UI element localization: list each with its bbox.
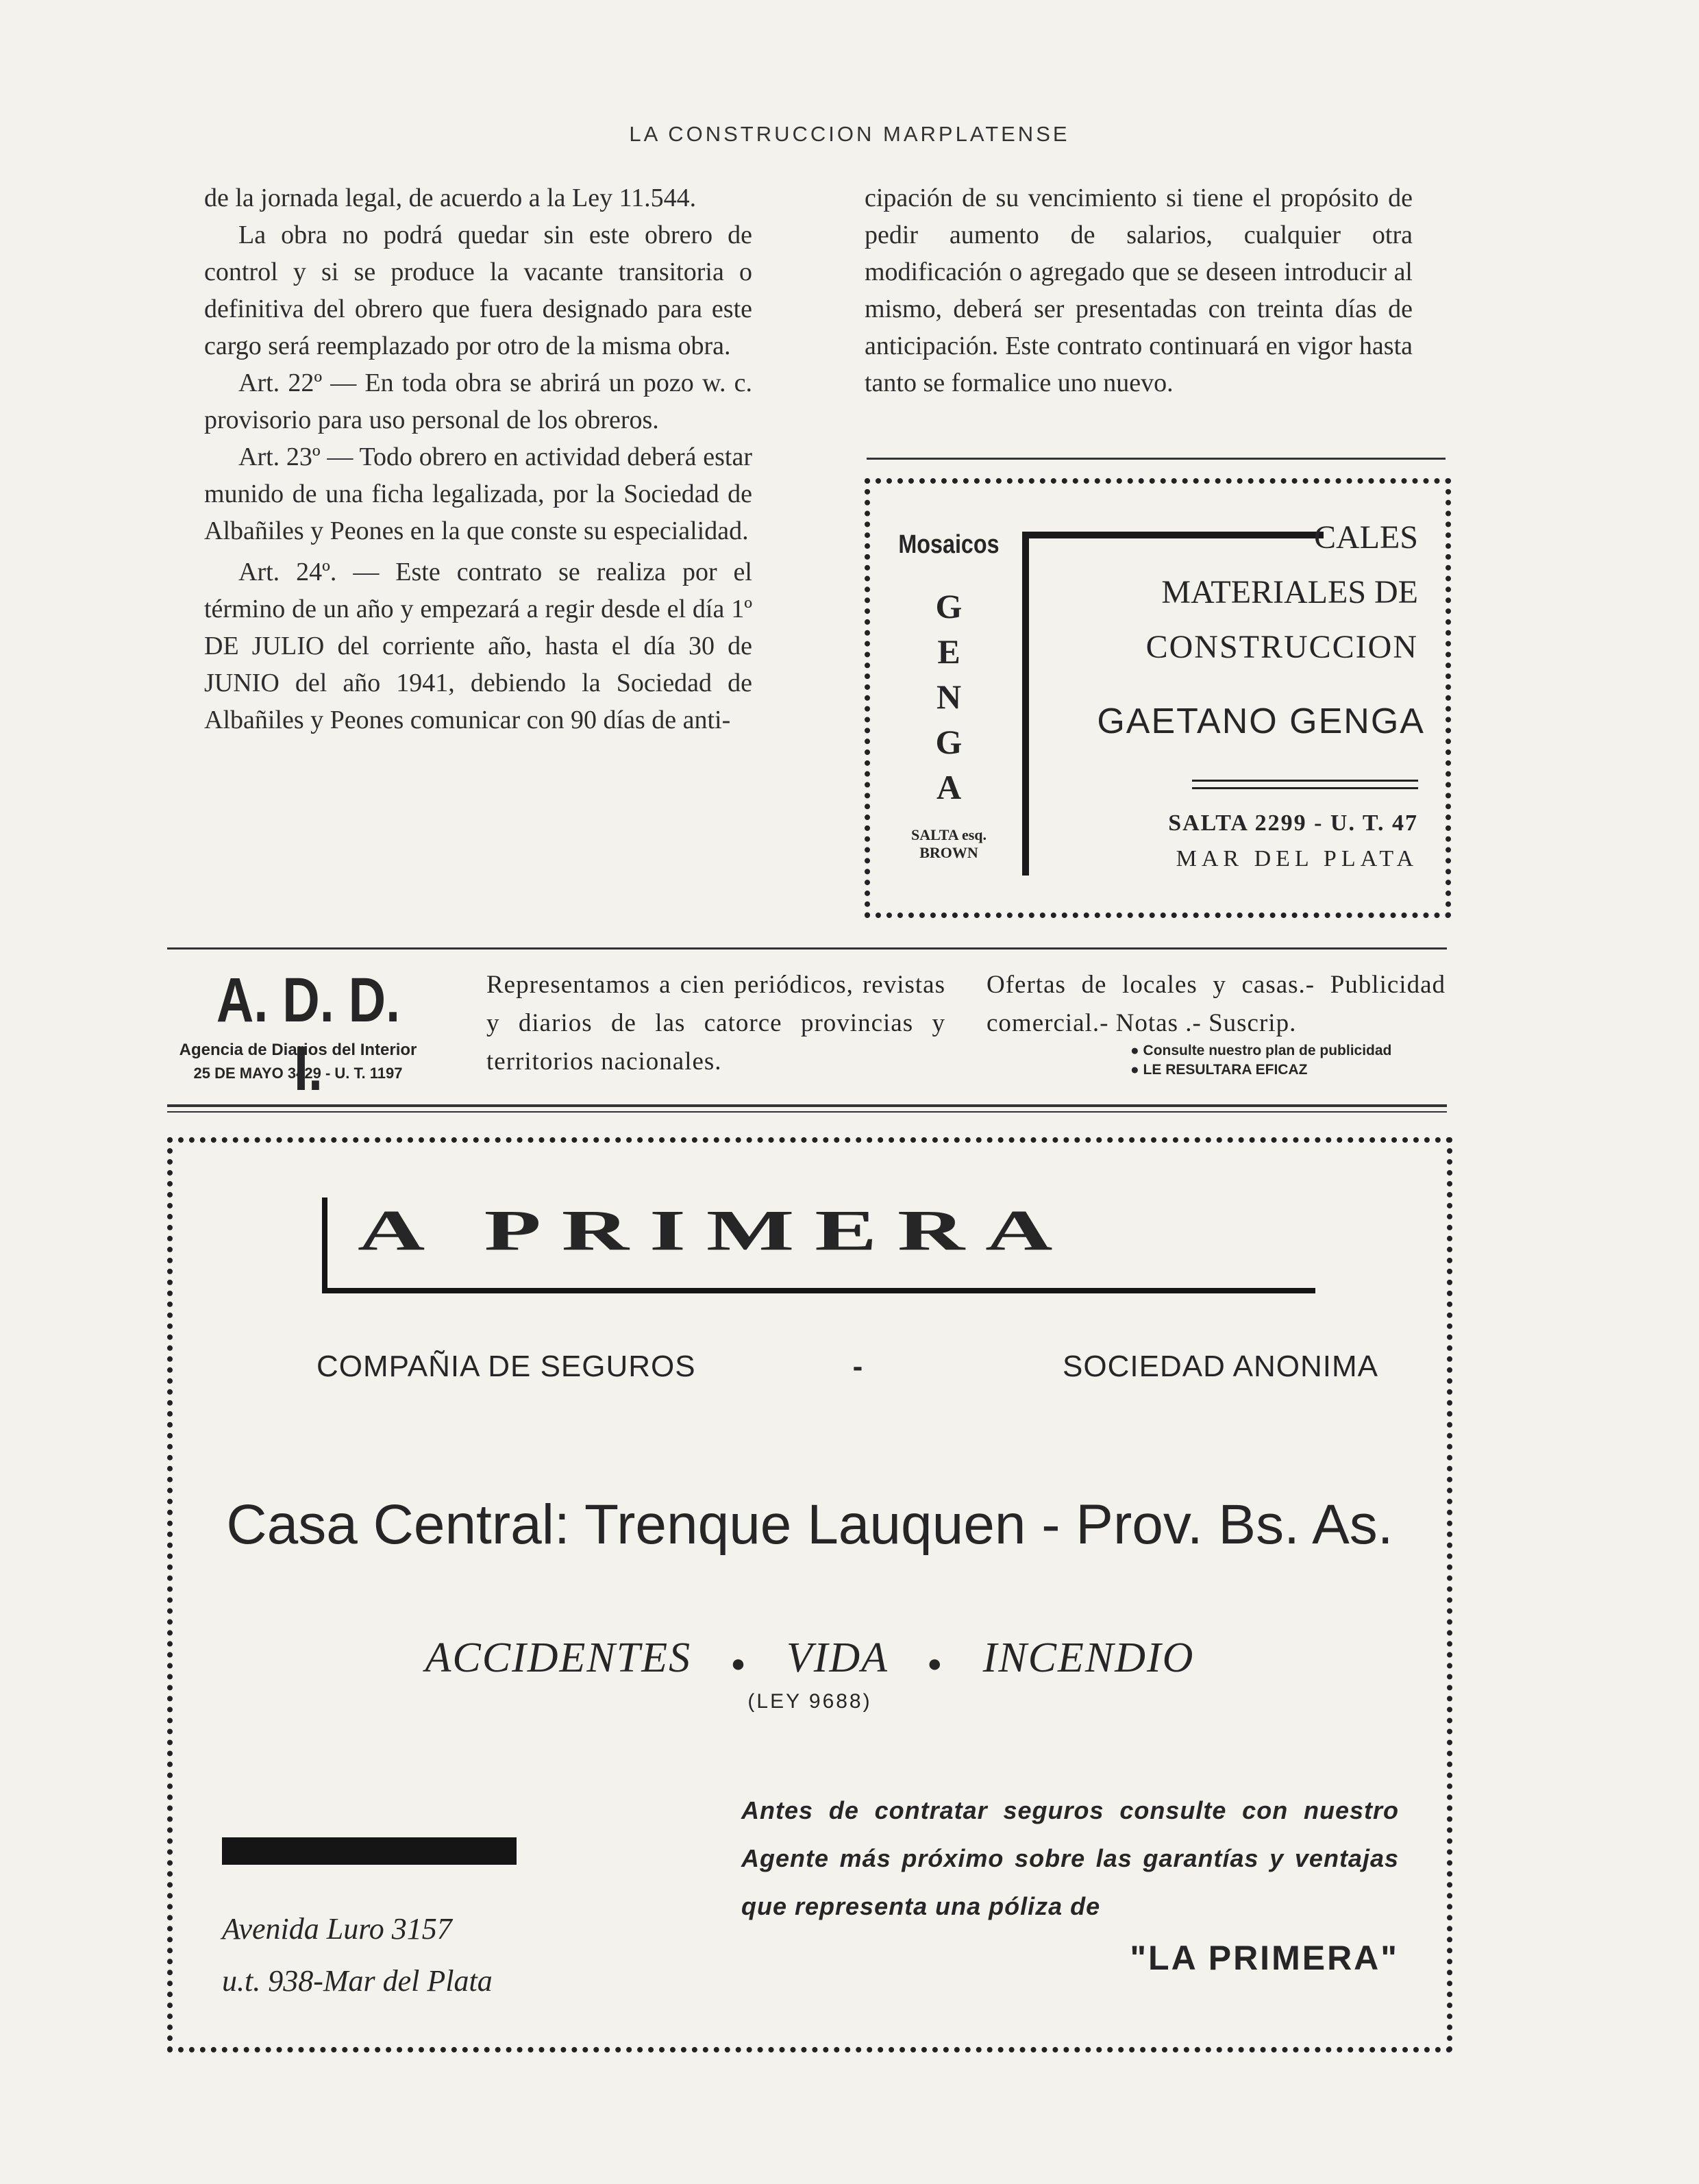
genga-cales: CALES bbox=[1313, 519, 1418, 556]
genga-frame-top bbox=[1022, 532, 1324, 538]
genga-vertical-name bbox=[884, 584, 1014, 810]
article-paragraph: Art. 22º — En toda obra se abrirá un pozo w. c. provisorio para uso personal de los obreros. bbox=[204, 369, 752, 434]
coverage-item: VIDA bbox=[786, 1635, 888, 1681]
coverage-lines bbox=[173, 1633, 1447, 1689]
genga-frame-left bbox=[1022, 532, 1029, 876]
genga-advertisement bbox=[865, 478, 1451, 918]
mosaicos-label: Mosaicos bbox=[898, 530, 1000, 559]
genga-left-address bbox=[884, 826, 1014, 862]
addi-middle-text: Representamos a cien periódicos, revistas y diarios de las catorce provincias y territorios nacionales. bbox=[486, 971, 945, 1076]
article-paragraph: de la jornada legal, de acuerdo a la Ley 11.544. bbox=[204, 184, 697, 212]
genga-double-rule bbox=[1192, 780, 1418, 789]
article-paragraph: La obra no podrá quedar sin este obrero de control y si se produce la vacante transitoria o definitiva del obrero que fuera designado para este cargo será reemplazado por otro de la misma obra. bbox=[204, 221, 752, 360]
article-paragraph: cipación de su vencimiento si tiene el propósito de pedir aumento de salarios, cualquier otra modificación o agregado que se deseen introducir al mismo, deberá ser presentadas con treinta días de anticipación. Este contrato continuará en vigor hasta tanto se formalice uno nuevo. bbox=[865, 184, 1413, 397]
addi-advertisement bbox=[164, 959, 1452, 1103]
article-paragraph: Art. 23º — Todo obrero en actividad deberá estar munido de una ficha legalizada, por la Sociedad de Albañiles y Peones en la que conste su especialidad. bbox=[204, 443, 752, 545]
address-line: MAR DEL PLATA bbox=[1176, 846, 1418, 871]
addi-subtitle: Agencia de Diarios del Interior bbox=[179, 1041, 417, 1059]
genga-left-panel bbox=[884, 529, 1014, 862]
genga-address bbox=[1158, 806, 1418, 877]
divider bbox=[867, 458, 1446, 460]
genga-letter: A bbox=[936, 768, 962, 806]
bullet-icon: ● bbox=[730, 1650, 747, 1677]
article-right-column bbox=[865, 179, 1413, 401]
page-header: LA CONSTRUCCION MARPLATENSE bbox=[629, 122, 1070, 146]
left-tagline: COMPAÑIA DE SEGUROS bbox=[317, 1350, 696, 1383]
agent-bar bbox=[222, 1837, 517, 1865]
tagline-separator: - bbox=[852, 1350, 863, 1383]
bullet-item bbox=[1130, 1060, 1459, 1080]
right-tagline: SOCIEDAD ANONIMA bbox=[1063, 1350, 1378, 1383]
coverage-item: ACCIDENTES bbox=[425, 1635, 692, 1681]
bullet-text: LE RESULTARA EFICAZ bbox=[1143, 1062, 1308, 1078]
address-line: u.t. 938-Mar del Plata bbox=[222, 1964, 493, 1998]
bullet-icon: ● bbox=[1130, 1062, 1139, 1078]
divider bbox=[167, 1104, 1447, 1107]
genga-name: GAETANO GENGA bbox=[1097, 702, 1425, 741]
article-paragraph: Art. 24º. — Este contrato se realiza por el término de un año y empezará a regir desde el día 1º DE JULIO del corriente año, hasta el día 30 de JUNIO del año 1941, debiendo la Sociedad de Albañiles y Peones comunicar con 90 días de anti- bbox=[204, 558, 752, 734]
agent-address bbox=[222, 1903, 565, 2007]
address-line: BROWN bbox=[919, 844, 978, 861]
addi-address: 25 DE MAYO 3429 - U. T. 1197 bbox=[193, 1065, 403, 1082]
consult-text: Antes de contratar seguros consulte con nuestro Agente más próximo sobre las garantías y ventajas que representa una póliza de bbox=[741, 1796, 1399, 1920]
genga-materiales: MATERIALES DE bbox=[1161, 574, 1418, 610]
bullet-icon: ● bbox=[927, 1650, 944, 1677]
ley-label: (LEY 9688) bbox=[747, 1690, 872, 1713]
casa-central: Casa Central: Trenque Lauquen - Prov. Bs. As. bbox=[226, 1493, 1393, 1556]
divider bbox=[167, 947, 1447, 950]
genga-letter: G bbox=[935, 587, 963, 625]
article-left-column bbox=[204, 179, 752, 739]
genga-letter: N bbox=[936, 678, 962, 716]
address-line: SALTA 2299 - U. T. 47 bbox=[1168, 810, 1418, 836]
la-primera-banner: A PRIMERA bbox=[358, 1198, 1074, 1263]
addi-right-text: Ofertas de locales y casas.- Publicidad comercial.- Notas .- Suscrip. bbox=[987, 971, 1446, 1037]
bullet-text: Consulte nuestro plan de publicidad bbox=[1143, 1043, 1392, 1058]
banner-frame-left bbox=[322, 1198, 327, 1293]
coverage-item: INCENDIO bbox=[982, 1635, 1195, 1681]
bullet-icon: ● bbox=[1130, 1043, 1139, 1058]
genga-letter: E bbox=[937, 632, 960, 671]
address-line: SALTA esq. bbox=[910, 826, 987, 843]
addi-logo: A. D. D. I. bbox=[216, 965, 401, 1104]
address-line: Avenida Luro 3157 bbox=[222, 1912, 452, 1946]
addi-bullets bbox=[1130, 1041, 1459, 1080]
genga-letter: G bbox=[935, 723, 963, 761]
la-primera-advertisement bbox=[167, 1137, 1452, 2052]
brand-name: "LA PRIMERA" bbox=[1130, 1939, 1399, 1977]
banner-frame-bottom bbox=[322, 1288, 1315, 1293]
divider bbox=[167, 1111, 1447, 1113]
bullet-item bbox=[1130, 1041, 1459, 1060]
genga-construccion: CONSTRUCCION bbox=[1145, 629, 1418, 665]
